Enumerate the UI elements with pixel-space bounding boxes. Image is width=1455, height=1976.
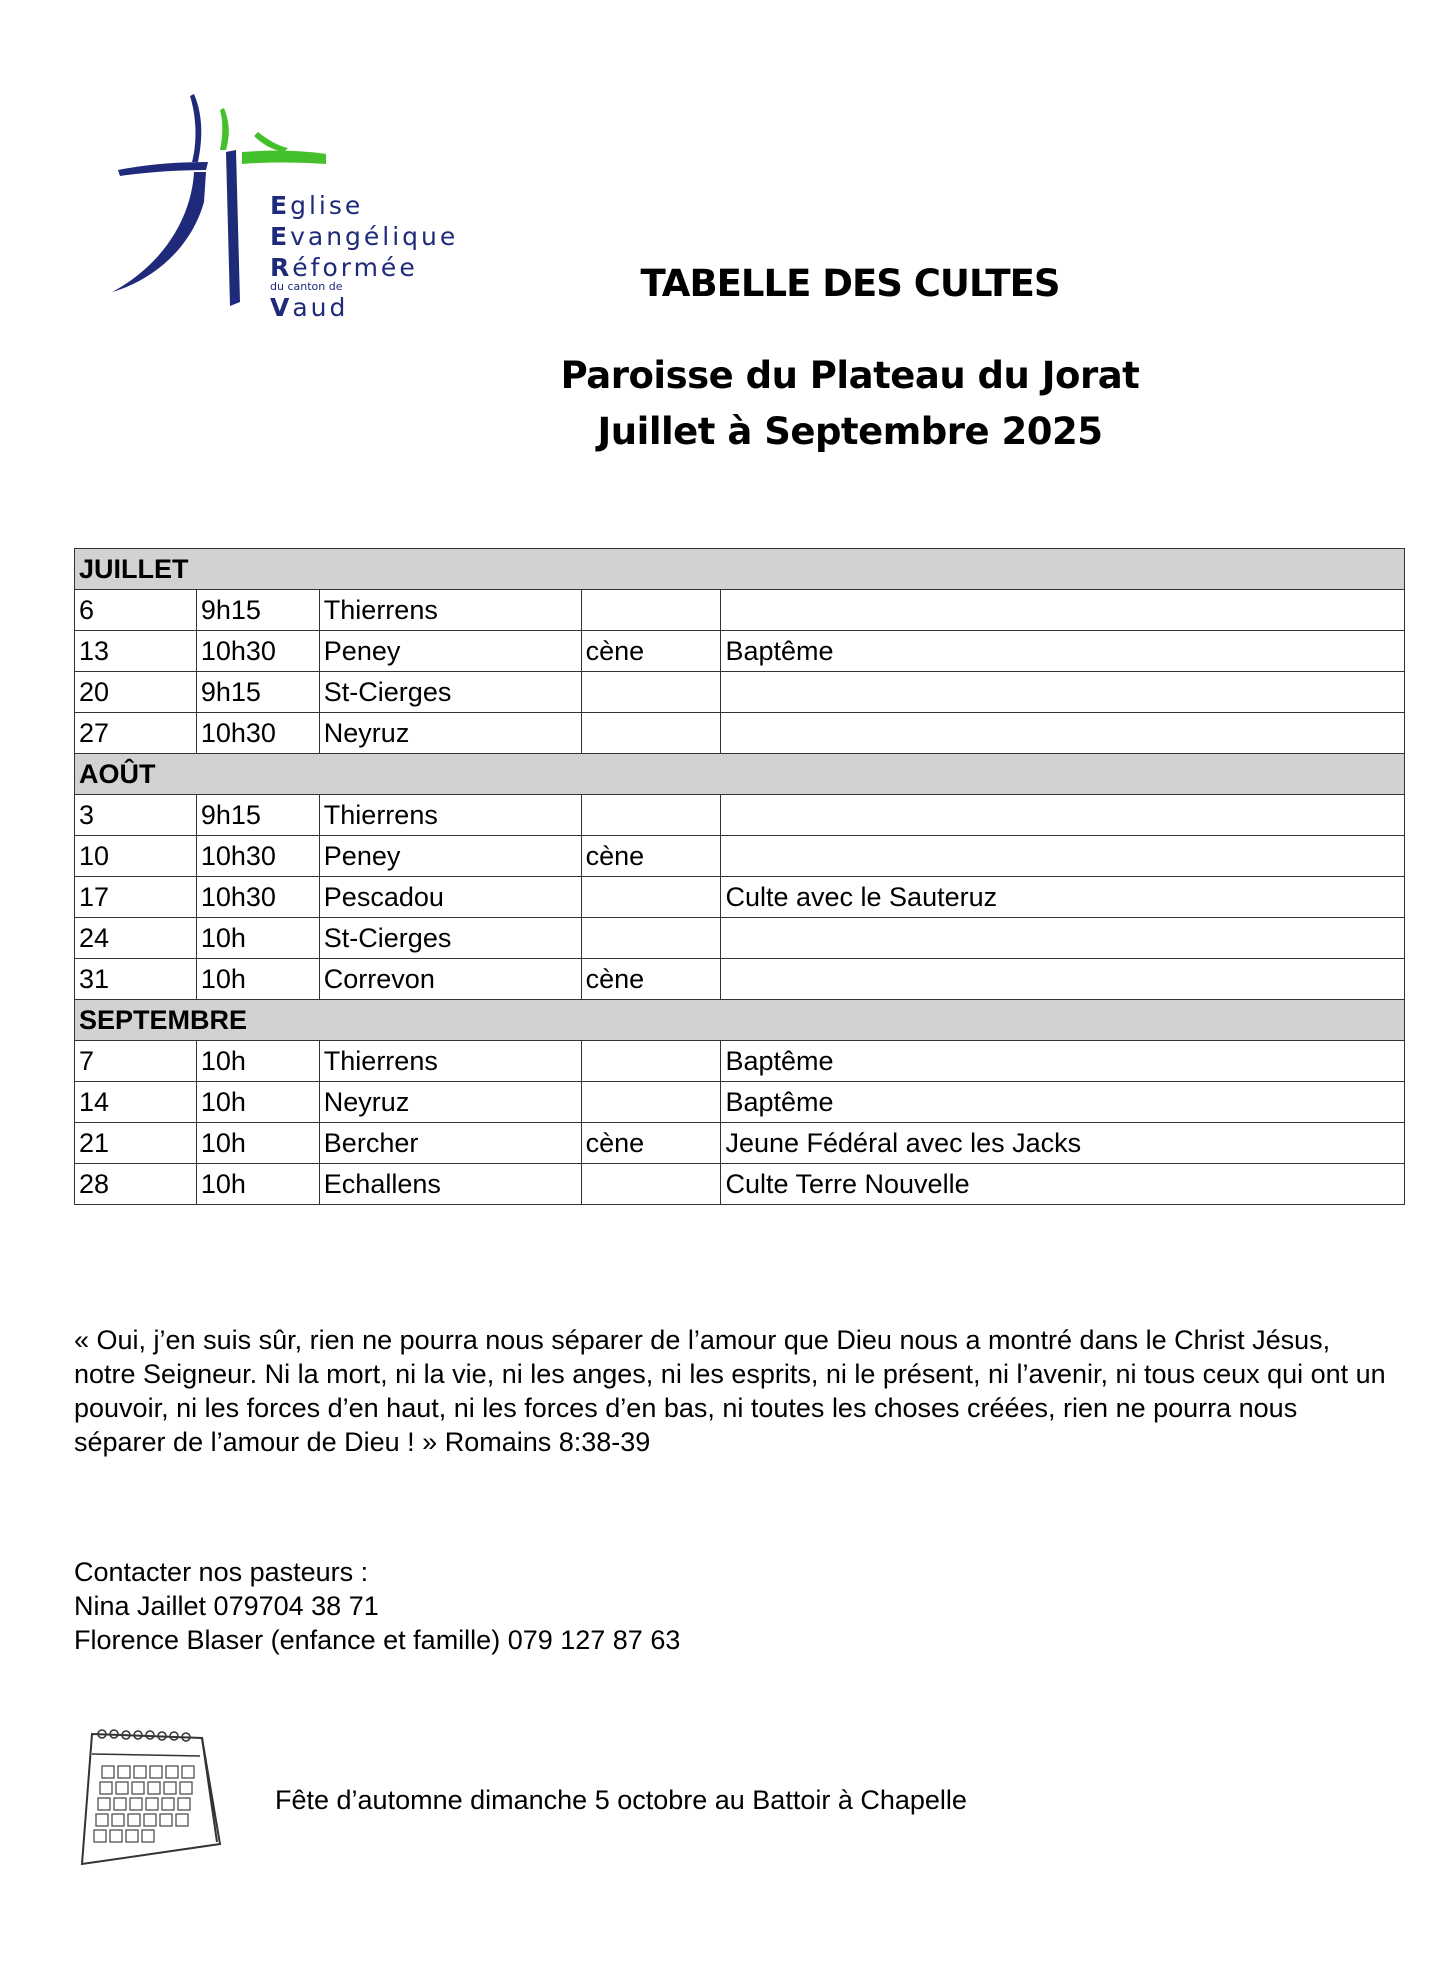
time-cell: 9h15: [196, 590, 319, 631]
contact-block: [74, 1555, 680, 1657]
time-cell: 10h30: [196, 713, 319, 754]
note-cell: Baptême: [721, 1041, 1405, 1082]
place-cell: St-Cierges: [319, 918, 581, 959]
place-cell: Pescadou: [319, 877, 581, 918]
cene-cell: [581, 877, 721, 918]
time-cell: 10h30: [196, 877, 319, 918]
contact-line: Nina Jaillet 079704 38 71: [74, 1591, 379, 1621]
cene-cell: [581, 918, 721, 959]
place-cell: Neyruz: [319, 1082, 581, 1123]
note-cell: Baptême: [721, 1082, 1405, 1123]
logo-line-2: Evangélique: [270, 222, 459, 251]
cene-cell: [581, 1082, 721, 1123]
time-cell: 10h30: [196, 836, 319, 877]
calendar-icon: [72, 1724, 222, 1874]
table-row: [75, 631, 1405, 672]
month-row: [75, 754, 1405, 795]
month-row: [75, 1000, 1405, 1041]
parish-name: Paroisse du Plateau du Jorat: [560, 354, 1140, 397]
bible-quote: « Oui, j’en suis sûr, rien ne pourra nous séparer de l’amour que Dieu nous a montré dans le Christ Jésus, notre Seigneur. Ni la mort, ni la vie, ni les anges, ni les esprits, ni le présent, ni l’avenir, ni tous ceux qui ont un pouvoir, ni les forces d’en haut, ni les forces d’en bas, ni toutes les choses créées, rien ne pourra nous séparer de l’amour de Dieu ! » Romains 8:38-39: [74, 1325, 1386, 1457]
day-cell: 20: [75, 672, 197, 713]
note-cell: [721, 795, 1405, 836]
logo-line-3: Réformée: [270, 253, 418, 282]
cene-cell: [581, 1041, 721, 1082]
table-row: [75, 672, 1405, 713]
contact-heading: Contacter nos pasteurs :: [74, 1557, 369, 1587]
table-row: [75, 836, 1405, 877]
month-label: JUILLET: [75, 549, 1405, 590]
table-row: [75, 959, 1405, 1000]
place-cell: St-Cierges: [319, 672, 581, 713]
note-cell: Jeune Fédéral avec les Jacks: [721, 1123, 1405, 1164]
table-row: [75, 877, 1405, 918]
day-cell: 7: [75, 1041, 197, 1082]
table-row: [75, 1041, 1405, 1082]
time-cell: 10h: [196, 1082, 319, 1123]
time-cell: 10h: [196, 1164, 319, 1205]
logo-line-4: du canton de: [270, 280, 343, 293]
cene-cell: cène: [581, 1123, 721, 1164]
note-cell: Baptême: [721, 631, 1405, 672]
month-row: [75, 549, 1405, 590]
logo-line-5: Vaud: [270, 293, 349, 322]
place-cell: Neyruz: [319, 713, 581, 754]
time-cell: 10h: [196, 1041, 319, 1082]
event-announcement: Fête d’automne dimanche 5 octobre au Battoir à Chapelle: [275, 1785, 967, 1815]
cene-cell: cène: [581, 836, 721, 877]
day-cell: 6: [75, 590, 197, 631]
place-cell: Thierrens: [319, 590, 581, 631]
day-cell: 10: [75, 836, 197, 877]
day-cell: 3: [75, 795, 197, 836]
logo-text: [270, 190, 458, 323]
cene-cell: cène: [581, 631, 721, 672]
schedule-table: [74, 548, 1405, 1205]
time-cell: 9h15: [196, 672, 319, 713]
day-cell: 27: [75, 713, 197, 754]
cene-cell: [581, 672, 721, 713]
day-cell: 21: [75, 1123, 197, 1164]
table-row: [75, 1082, 1405, 1123]
time-cell: 10h30: [196, 631, 319, 672]
note-cell: [721, 672, 1405, 713]
table-row: [75, 713, 1405, 754]
period: Juillet à Septembre 2025: [597, 410, 1103, 453]
month-label: SEPTEMBRE: [75, 1000, 1405, 1041]
day-cell: 13: [75, 631, 197, 672]
time-cell: 10h: [196, 959, 319, 1000]
note-cell: [721, 836, 1405, 877]
table-row: [75, 795, 1405, 836]
table-row: [75, 1123, 1405, 1164]
day-cell: 31: [75, 959, 197, 1000]
cene-cell: [581, 1164, 721, 1205]
note-cell: [721, 918, 1405, 959]
place-cell: Echallens: [319, 1164, 581, 1205]
time-cell: 10h: [196, 918, 319, 959]
time-cell: 10h: [196, 1123, 319, 1164]
table-row: [75, 1164, 1405, 1205]
logo-line-1: Eglise: [270, 191, 364, 220]
table-row: [75, 918, 1405, 959]
day-cell: 17: [75, 877, 197, 918]
note-cell: Culte Terre Nouvelle: [721, 1164, 1405, 1205]
table-row: [75, 590, 1405, 631]
page-title: TABELLE DES CULTES: [640, 262, 1060, 305]
month-label: AOÛT: [75, 754, 1405, 795]
note-cell: Culte avec le Sauteruz: [721, 877, 1405, 918]
place-cell: Thierrens: [319, 795, 581, 836]
place-cell: Thierrens: [319, 1041, 581, 1082]
time-cell: 9h15: [196, 795, 319, 836]
cene-cell: [581, 795, 721, 836]
cene-cell: [581, 590, 721, 631]
day-cell: 28: [75, 1164, 197, 1205]
place-cell: Peney: [319, 836, 581, 877]
place-cell: Bercher: [319, 1123, 581, 1164]
contact-line: Florence Blaser (enfance et famille) 079 127 87 63: [74, 1625, 681, 1655]
note-cell: [721, 590, 1405, 631]
place-cell: Correvon: [319, 959, 581, 1000]
cene-cell: cène: [581, 959, 721, 1000]
church-logo: [108, 92, 459, 332]
day-cell: 14: [75, 1082, 197, 1123]
note-cell: [721, 713, 1405, 754]
cene-cell: [581, 713, 721, 754]
day-cell: 24: [75, 918, 197, 959]
place-cell: Peney: [319, 631, 581, 672]
note-cell: [721, 959, 1405, 1000]
